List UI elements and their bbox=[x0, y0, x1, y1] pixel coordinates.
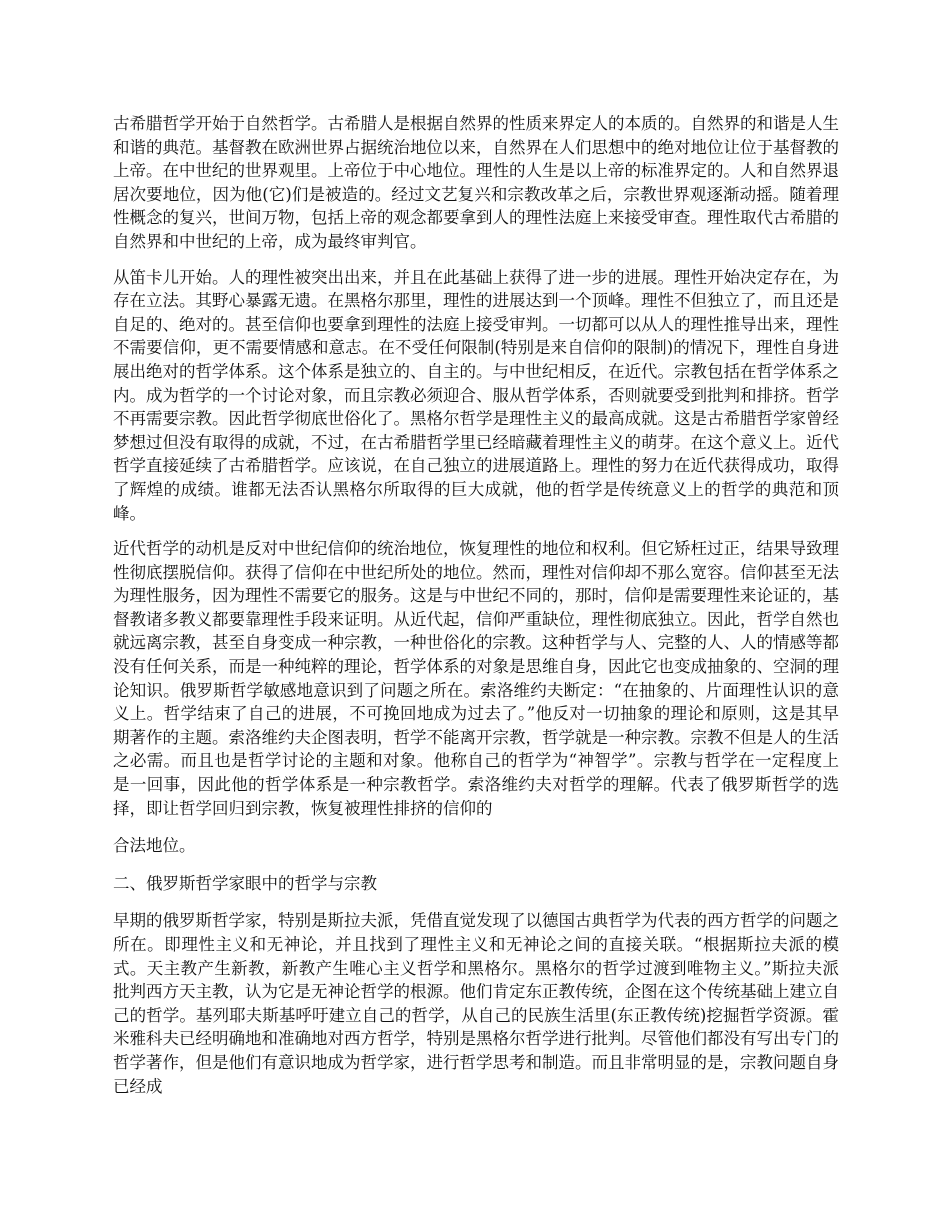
paragraph-modern-philosophy: 近代哲学的动机是反对中世纪信仰的统治地位，恢复理性的地位和权利。但它矫枉过正，结果导致理性彻底摆脱信仰。获得了信仰在中世纪所处的地位。然而，理性对信仰却不那么宽容。信仰甚至无法为理性服务，因为理性不需要它的服务。这是与中世纪不同的，那时，信仰是需要理性来论证的，基督教诸多教义都要靠理性手段来证明。从近代起，信仰严重缺位，理性彻底独立。因此，哲学自然也就远离宗教，甚至自身变成一种宗教，一种世俗化的宗教。这种哲学与人、完整的人、人的情感等都没有任何关系，而是一种纯粹的理论，哲学体系的对象是思维自身，因此它也变成抽象的、空洞的理论知识。俄罗斯哲学敏感地意识到了问题之所在。索洛维约夫断定：“在抽象的、片面理性认识的意义上。哲学结束了自己的进展，不可挽回地成为过去了。”他反对一切抽象的理论和原则，这是其早期著作的主题。索洛维约夫企图表明，哲学不能离开宗教，哲学就是一种宗教。宗教不但是人的生活之必需。而且也是哲学讨论的主题和对象。他称自己的哲学为“神智学”。宗教与哲学在一定程度上是一回事，因此他的哲学体系是一种宗教哲学。索洛维约夫对哲学的理解。代表了俄罗斯哲学的选择，即让哲学回归到宗教，恢复被理性排挤的信仰的 bbox=[113, 539, 839, 818]
document-page bbox=[113, 112, 839, 1110]
paragraph-continuation: 合法地位。 bbox=[113, 836, 196, 856]
section-heading: 二、俄罗斯哲学家眼中的哲学与宗教 bbox=[113, 873, 377, 893]
paragraph-descartes-reason: 从笛卡儿开始。人的理性被突出出来，并且在此基础上获得了进一步的进展。理性开始决定存在，为存在立法。其野心暴露无遗。在黑格尔那里，理性的进展达到一个顶峰。理性不但独立了，而且还是自足的、绝对的。甚至信仰也要拿到理性的法庭上接受审判。一切都可以从人的理性推导出来，理性不需要信仰，更不需要情感和意志。在不受任何限制(特别是来自信仰的限制)的情况下，理性自身进展出绝对的哲学体系。这个体系是独立的、自主的。与中世纪相反，在近代。宗教包括在哲学体系之内。成为哲学的一个讨论对象，而且宗教必须迎合、服从哲学体系，否则就要受到批判和排挤。哲学不再需要宗教。因此哲学彻底世俗化了。黑格尔哲学是理性主义的最高成就。这是古希腊哲学家曾经梦想过但没有取得的成就，不过，在古希腊哲学里已经暗藏着理性主义的萌芽。在这个意义上。近代哲学直接延续了古希腊哲学。应该说，在自己独立的进展道路上。理性的努力在近代获得成功，取得了辉煌的成绩。谁都无法否认黑格尔所取得的巨大成就，他的哲学是传统意义上的哲学的典范和顶峰。 bbox=[113, 267, 839, 523]
paragraph-early-russian-philosophers: 早期的俄罗斯哲学家，特别是斯拉夫派，凭借直觉发现了以德国古典哲学为代表的西方哲学的问题之所在。即理性主义和无神论，并且找到了理性主义和无神论之间的直接关联。“根据斯拉夫派的模式。天主教产生新教，新教产生唯心主义哲学和黑格尔。黑格尔的哲学过渡到唯物主义。”斯拉夫派批判西方天主教，认为它是无神论哲学的根源。他们肯定东正教传统，企图在这个传统基础上建立自己的哲学。基列耶夫斯基呼吁建立自己的哲学，从自己的民族生活里(东正教传统)挖掘哲学资源。霍米雅科夫已经明确地和准确地对西方哲学，特别是黑格尔哲学进行批判。尽管他们都没有写出专门的哲学著作，但是他们有意识地成为哲学家，进行哲学思考和制造。而且非常明显的是，宗教问题自身已经成 bbox=[113, 911, 839, 1096]
paragraph-greek-philosophy: 古希腊哲学开始于自然哲学。古希腊人是根据自然界的性质来界定人的本质的。自然界的和谐是人生和谐的典范。基督教在欧洲世界占据统治地位以来，自然界在人们思想中的绝对地位让位于基督教的上帝。在中世纪的世界观里。上帝位于中心地位。理性的人生是以上帝的标准界定的。人和自然界退居次要地位，因为他(它)们是被造的。经过文艺复兴和宗教改革之后，宗教世界观逐渐动摇。随着理性概念的复兴，世间万物，包括上帝的观念都要拿到人的理性法庭上来接受审查。理性取代古希腊的自然界和中世纪的上帝，成为最终审判官。 bbox=[113, 114, 839, 251]
